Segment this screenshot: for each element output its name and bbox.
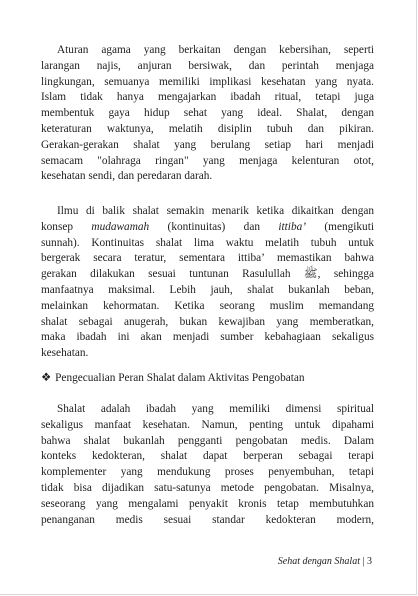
paragraph-3 xyxy=(41,402,374,528)
paragraph-2 xyxy=(41,204,374,362)
book-title: Sehat dengan Shalat xyxy=(277,556,360,567)
section-heading xyxy=(41,371,305,386)
paragraph-line: seseorang yang mengalami penyakit kronis tetap membutuhkan xyxy=(41,497,374,510)
paragraph-line: tidak bisa dijadikan satu-satunya metode pengobatan. Misalnya, xyxy=(41,481,374,494)
paragraph-line: semacam "olahraga ringan" yang menjaga kelenturan otot, xyxy=(41,154,374,167)
footer-separator: | xyxy=(359,556,367,567)
paragraph-line: sunnah). Kontinuitas shalat lima waktu melatih tubuh untuk xyxy=(41,236,374,249)
paragraph-line: larangan najis, anjuran bersiwak, dan perintah menjaga xyxy=(41,59,374,72)
paragraph-line: shalat sebagai anugerah, bukan kewajiban yang memberatkan, xyxy=(41,315,374,328)
paragraph-line: bahwa shalat bukanlah pengganti pengobatan medis. Dalam xyxy=(41,434,374,447)
paragraph-line: komplementer yang mendukung proses penyembuhan, tetapi xyxy=(41,466,374,479)
page-number: 3 xyxy=(367,556,372,567)
paragraph-line: membentuk gaya hidup sehat yang ideal. Shalat, dengan xyxy=(41,107,374,120)
paragraph-1 xyxy=(41,43,374,185)
paragraph-line: Aturan agama yang berkaitan dengan kebersihan, seperti xyxy=(57,44,374,56)
section-heading-text: Pengecualian Peran Shalat dalam Aktivitas Pengobatan xyxy=(55,372,305,384)
paragraph-line: melainkan kehormatan. Ketika seorang muslim memandang xyxy=(41,299,374,312)
paragraph-line: Ilmu di balik shalat semakin menarik ketika dikaitkan dengan xyxy=(57,205,374,217)
paragraph-line: manfaatnya maksimal. Lebih jauh, shalat bukanlah beban, xyxy=(41,283,374,296)
paragraph-line: maka ibadah ini akan menjadi sumber kebahagiaan sekaligus xyxy=(41,331,374,344)
page-footer xyxy=(278,556,372,568)
paragraph-line: Gerakan-gerakan shalat yang berulang setiap hari menjadi xyxy=(41,138,374,151)
paragraph-line: konteks kedokteran, shalat dapat berperan sebagai terapi xyxy=(41,450,374,463)
paragraph-line: bergerak secara teratur, sementara ittiba’ memastikan bahwa xyxy=(41,252,374,265)
paragraph-line: penanganan medis sesuai standar kedokteran modern, xyxy=(41,513,374,526)
paragraph-line: sekaligus manfaat kesehatan. Namun, penting untuk dipahami xyxy=(41,418,374,431)
paragraph-line: gerakan dilakukan sesuai tuntunan Rasulullah ﷺ, sehingga xyxy=(41,268,374,281)
paragraph-line: lingkungan, semuanya memiliki implikasi kesehatan yang nyata. xyxy=(41,75,374,88)
paragraph-line: keteraturan waktunya, melatih disiplin tubuh dan pikiran. xyxy=(41,122,374,135)
diamond-bullet-icon: ❖ xyxy=(41,372,52,384)
paragraph-line: Islam tidak hanya mengajarkan ibadah ritual, tetapi juga xyxy=(41,91,374,104)
paragraph-line: kesehatan sendi, dan peredaran darah. xyxy=(41,170,213,183)
paragraph-line: Shalat adalah ibadah yang memiliki dimensi spiritual xyxy=(57,403,374,415)
paragraph-line-italic-terms: konsep mudawamah (kontinuitas) dan ittiba’ (mengikuti xyxy=(41,220,374,233)
paragraph-line: kesehatan. xyxy=(41,347,89,360)
